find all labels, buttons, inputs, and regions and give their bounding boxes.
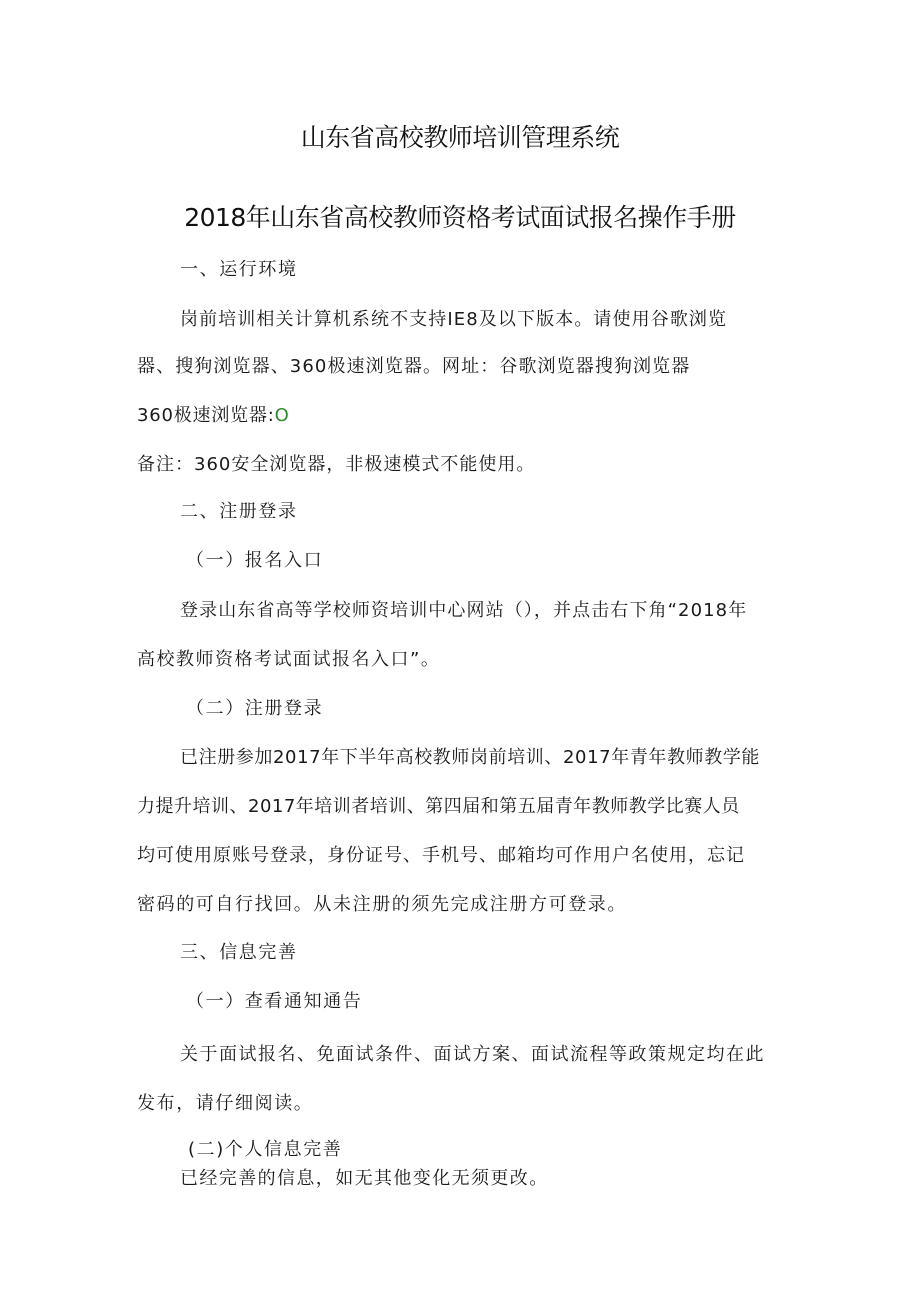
browser-label: 360极速浏览器: (137, 405, 275, 426)
subsection-heading-entry: （一）报名入口 (186, 550, 324, 571)
document-subtitle: 2018年山东省高校教师资格考试面试报名操作手册 (184, 203, 736, 232)
login-paragraph-line: 均可使用原账号登录，身份证号、手机号、邮箱均可作用户名使用，忘记 (137, 845, 745, 866)
environment-note: 备注：360安全浏览器，非极速模式不能使用。 (137, 454, 536, 475)
login-paragraph-line: 已注册参加2017年下半年高校教师岗前培训、2017年青年教师教学能 (180, 747, 761, 768)
login-paragraph-line: 力提升培训、2017年培训者培训、第四届和第五届青年教师教学比赛人员 (137, 796, 740, 817)
entry-paragraph-line: 登录山东省高等学校师资培训中心网站（），并点击右下角“2018年 (180, 600, 748, 621)
browser-mark: O (274, 405, 290, 426)
section-heading-register: 二、注册登录 (180, 501, 298, 522)
login-paragraph-line: 密码的可自行找回。从未注册的须先完成注册方可登录。 (137, 894, 627, 915)
document-title: 山东省高校教师培训管理系统 (300, 123, 620, 152)
subsection-heading-notice: （一）查看通知通告 (186, 991, 363, 1012)
notice-paragraph-line: 发布，请仔细阅读。 (137, 1093, 314, 1114)
subsection-heading-personal: (二)个人信息完善 (188, 1139, 343, 1160)
environment-paragraph-line: 岗前培训相关计算机系统不支持IE8及以下版本。请使用谷歌浏览 (180, 309, 728, 330)
entry-paragraph-line: 高校教师资格考试面试报名入口”。 (137, 649, 441, 670)
notice-paragraph-line: 关于面试报名、免面试条件、面试方案、面试流程等政策规定均在此 (180, 1044, 765, 1065)
browser-line (137, 404, 290, 428)
personal-paragraph-line: 已经完善的信息，如无其他变化无须更改。 (180, 1168, 549, 1189)
subsection-heading-login: （二）注册登录 (186, 698, 324, 719)
environment-paragraph-line: 器、搜狗浏览器、360极速浏览器。网址：谷歌浏览器搜狗浏览器 (137, 356, 691, 377)
section-heading-info: 三、信息完善 (180, 942, 298, 963)
section-heading-environment: 一、运行环境 (180, 259, 298, 280)
